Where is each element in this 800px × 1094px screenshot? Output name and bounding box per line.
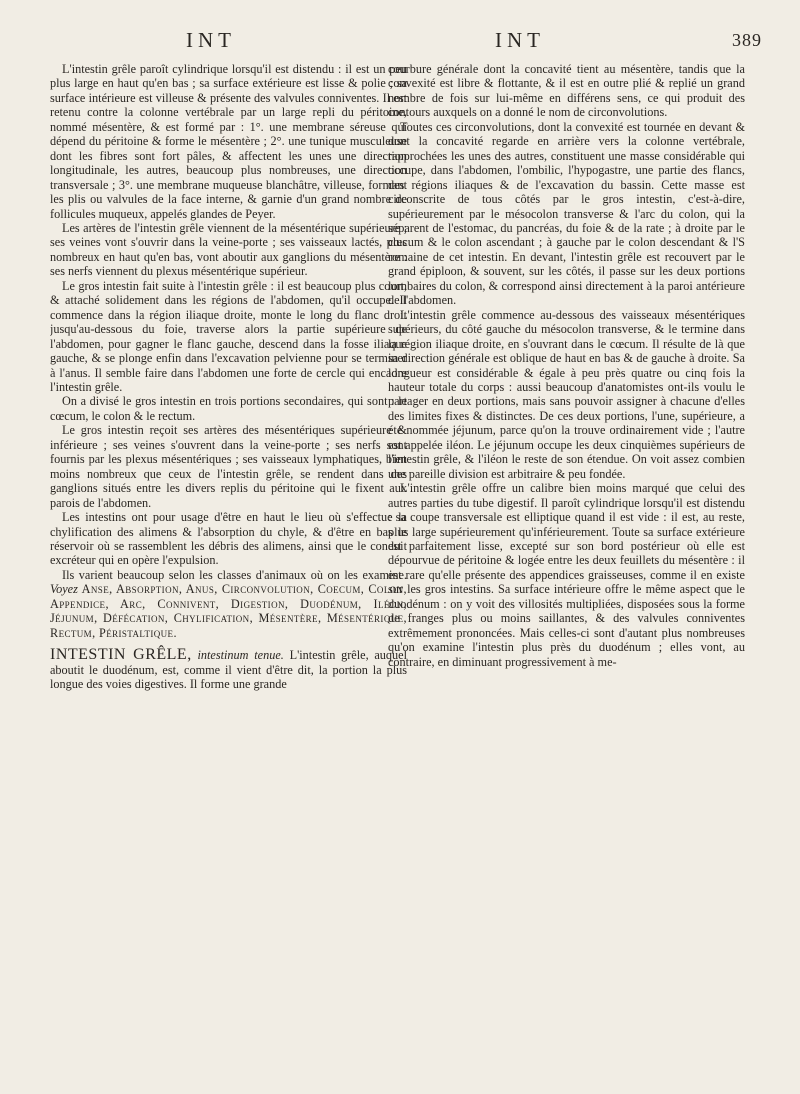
paragraph: Le gros intestin fait suite à l'intestin grêle : il est beaucoup plus court, & attaché solidement dans les régions de l'abdomen, qu'il occupe. Il commence dans la région iliaque droite, monte le long du flanc droit jusqu'au-dessous du foie, traverse alors la partie supérieure de l'abdomen, pour gagner le flanc gauche, descend dans la fosse iliaque gauche, & se plonge enfin dans l'excavation pelvienne pour se terminer à l'anus. Il semble faire dans l'abdomen une forte de cercle qui encadre l'intestin grêle. — [50, 278, 407, 394]
paragraph: On a divisé le gros intestin en trois portions secondaires, qui sont : le cœcum, le colon & le rectum. — [50, 394, 407, 423]
entry-headword: INTESTIN GRÊLE, — [50, 646, 192, 664]
entry-latin-name: intestinum tenue. — [197, 648, 284, 663]
paragraph: Toutes ces circonvolutions, dont la convexité est tournée en devant & dont la concavité regarde en arrière vers la colonne vertébrale, rapprochées les unes des autres, constituent une masse considérable qui occupe, dans l'abdomen, l'ombilic, l'hypogastre, une partie des flancs, des régions iliaques & de l'excavation du bassin. Cette masse est circonscrite de tous côtés par le gros intestin, c'est-à-dire, supérieurement par le mésocolon transverse & l'arc du colon, qui la séparent de l'estomac, du pancréas, du foie & de la rate ; à droite par le cœcum & le colon ascendant ; à gauche par le colon descendant & l'S romaine de cet intestin. En devant, l'intestin grêle est recouvert par le grand épiploon, & souvent, sur les côtés, il passe sur les deux portions lombaires du colon, & correspond ainsi directement à la paroi antérieure de l'abdomen. — [388, 119, 745, 308]
paragraph: L'intestin grêle offre un calibre bien moins marqué que celui des autres parties du tube digestif. Il paroît cylindrique lorsqu'il est distendu : sa coupe transversale est elliptique quand il est vide : il est, au reste, plus large supérieurement qu'inférieurement. Toute sa surface extérieure est parfaitement lisse, excepté sur son bord postérieur où elle est dépourvue de péritoine & logée entre les deux feuillets du mésentère : il est rare qu'elle présente des appendices graisseuses, comme il en existe sur les gros intestins. Sa surface intérieure offre le même aspect que le duodénum : on y voit des villosités multipliées, disposées sous la forme de franges plus ou moins saillantes, & des valvules conniventes extrêmement prononcées. Mais celles-ci sont d'autant plus nombreuses qu'on examine l'intestin plus près du duodénum ; elles vont, au contraire, en diminuant progressivement à me- — [388, 481, 745, 669]
paragraph: L'intestin grêle paroît cylindrique lorsqu'il est distendu : il est un peu plus large en haut qu'en bas ; sa surface extérieure est lisse & polie ; sa surface intérieure est villeuse & présente des valvules conniventes. Il est retenu contre la colonne vertébrale par un large repli du péritoine, nommé mésentère, & est formé par : 1°. une membrane séreuse qui dépend du péritoine & forme le mésentère ; 2°. une tunique musculeuse dont les fibres sont fort pâles, & affectent les unes une direction longitudinale, les autres, beaucoup plus nombreuses, une direction transversale ; 3°. une membrane muqueuse blanchâtre, villeuse, formant les plis ou valvules de la face interne, & garnie d'un grand nombre de follicules muqueux, appelés glandes de Peyer. — [50, 62, 407, 221]
running-head-right: INT — [495, 28, 545, 52]
right-column — [388, 62, 745, 1080]
paragraph: Les intestins ont pour usage d'être en haut le lieu où s'effectue la chylification des alimens & l'absorption du chyle, & d'être en bas le réservoir où se rassemblent les débris des alimens, ainsi que le conduit excréteur qui en opère l'expulsion. — [50, 510, 407, 568]
page-number: 389 — [732, 30, 762, 50]
paragraph: courbure générale dont la concavité tient au mésentère, tandis que la convexité est libre & flottante, & il est en outre plié & replié un grand nombre de fois sur lui-même en différens sens, ce qui produit des contours auxquels on a donné le nom de circonvolutions. — [388, 62, 745, 120]
cross-reference-list: Anse, Absorption, Anus, Circonvolution, Coecum, Colon, Appendice, Arc, Connivent, Digestion, Duodénum, Iléon, Jéjunum, Défécation, Chylification, Mésentère, Mésentérique, Rectum, Péristaltique. — [50, 582, 407, 640]
running-head-left: INT — [186, 28, 236, 52]
paragraph: L'intestin grêle commence au-dessous des vaisseaux mésentériques supérieurs, du côté gauche du mésocolon transverse, & le termine dans la région iliaque droite, en s'ouvrant dans le cœcum. Il résulte de là que sa direction générale est oblique de haut en bas & de gauche à droite. Sa longueur est considérable & égale à peu près quatre ou cinq fois la hauteur totale du corps : aussi beaucoup d'anatomistes ont-ils voulu le partager en deux portions, mais sans pouvoir assigner à chacune d'elles des limites fixes & distinctes. De ces deux portions, l'une, supérieure, a été nommée jéjunum, parce qu'on la trouve ordinairement vide ; l'autre est appelée iléon. Le jéjunum occupe les deux cinquièmes supérieurs de l'intestin grêle, & l'iléon le reste de son étendue. On voit assez combien une pareille division est arbitraire & peu fondée. — [388, 307, 745, 481]
dictionary-entry — [50, 648, 407, 691]
cross-reference-paragraph — [50, 568, 407, 640]
voyez-label: Voyez — [50, 582, 78, 597]
paragraph: Les artères de l'intestin grêle viennent de la mésentérique supérieure ; ses veines vont s'ouvrir dans la veine-porte ; ses vaisseaux lactés, plus nombreux en haut qu'en bas, vont aboutir aux ganglions du mésentère : ses nerfs viennent du plexus mésentérique supérieur. — [50, 220, 407, 279]
entry-text: L'intestin grêle, auquel aboutit le duodénum, est, comme il vient d'être dit, la portion la plus longue des voies digestives. Il forme une grande — [50, 648, 407, 692]
paragraph: Le gros intestin reçoit ses artères des mésentériques supérieure & inférieure ; ses veines s'ouvrent dans la veine-porte ; ses nerfs sont fournis par les plexus mésentériques ; ses vaisseaux lymphatiques, bien moins nombreux que ceux de l'intestin grêle, se rendent dans des ganglions situés entre les divers replis du péritoine qui le fixent aux parois de l'abdomen. — [50, 423, 407, 510]
cross-reference-lead: Ils varient beaucoup selon les classes d'animaux où on les examine. — [62, 567, 407, 582]
left-column — [50, 62, 407, 1080]
